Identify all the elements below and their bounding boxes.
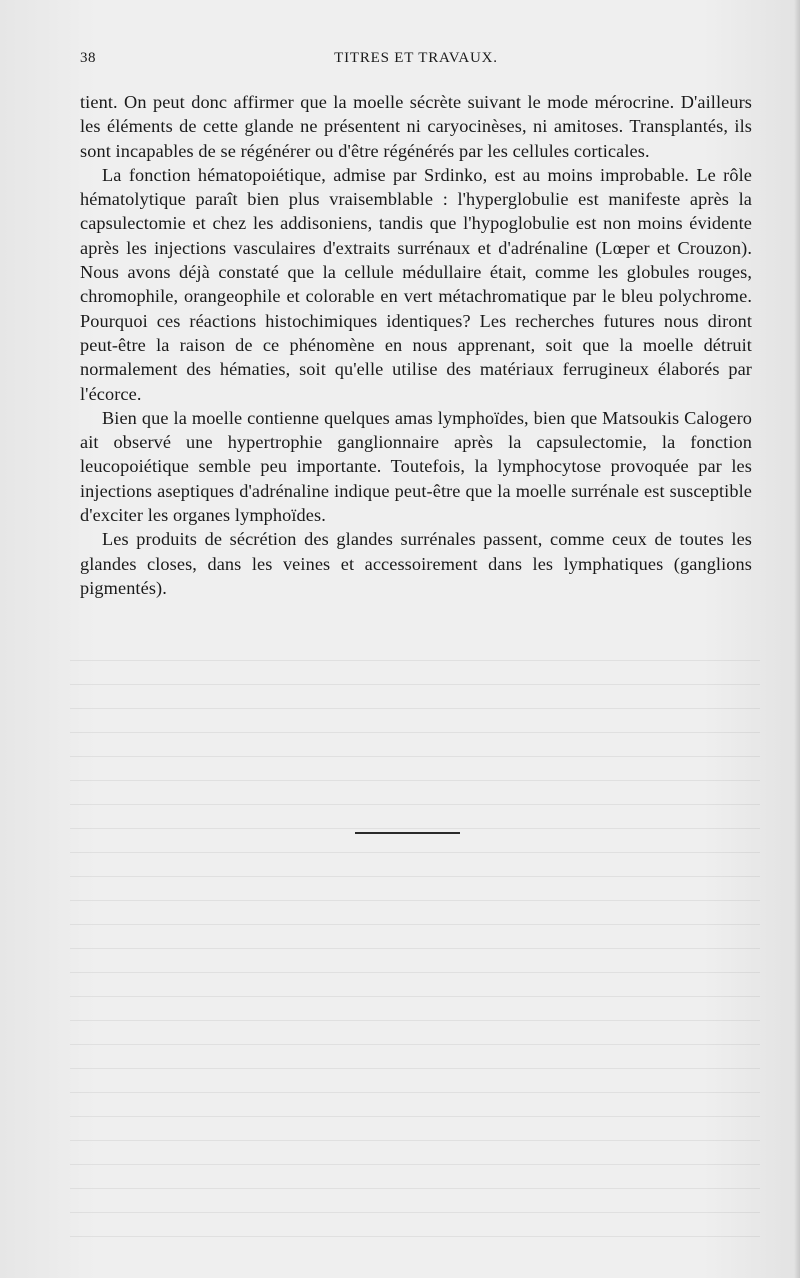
paragraph-leucopoietic: Bien que la moelle contienne quelques amas lymphoïdes, bien que Matsoukis Calogero ait observé une hypertrophie ganglionnaire après la capsulectomie, la fonction leucopoiétique semble peu importante. Toutefois, la lymphocytose provoquée par les injections aseptiques d'adrénaline indique peut-être que la moelle surrénale est susceptible d'exciter les organes lymphoïdes. <box>80 407 752 526</box>
paragraph-secretion-products: Les produits de sécrétion des glandes surrénales passent, comme ceux de toutes les glandes closes, dans les veines et accessoirement dans les lymphatiques (ganglions pigmentés). <box>80 529 752 598</box>
page-edge-shadow <box>794 0 800 1278</box>
running-title: TITRES ET TRAVAUX. <box>334 50 498 66</box>
paragraph-continuation: tient. On peut donc affirmer que la moelle sécrète suivant le mode mérocrine. D'ailleurs les éléments de cette glande ne présentent ni caryocinèses, ni amitoses. Transplantés, ils sont incapables de se régénérer ou d'être régénérés par les cellules corticales. <box>80 92 752 161</box>
body-text <box>80 90 752 600</box>
page-header <box>80 50 752 74</box>
paragraph-hematopoietic: La fonction hématopoiétique, admise par Srdinko, est au moins improbable. Le rôle hématolytique paraît bien plus vraisemblable : l'hyperglobulie est manifeste après la capsulectomie et chez les addisoniens, tandis que l'hypoglobulie est non moins évidente après les injections vasculaires d'extraits surrénaux et d'adrénaline (Lœper et Crouzon). Nous avons déjà constaté que la cellule médullaire était, comme les globules rouges, chromophile, orangeophile et colorable en vert métachromatique par le bleu polychrome. Pourquoi ces réactions histochimiques identiques? Les recherches futures nous diront peut-être la raison de ce phénomène en nous apprenant, soit que la moelle détruit normalement des hématies, soit qu'elle utilise des matériaux ferrugineux élaborés par l'écorce. <box>80 164 752 404</box>
bleed-through-texture <box>70 660 760 1250</box>
section-end-rule <box>355 832 460 834</box>
page-number: 38 <box>80 50 96 66</box>
